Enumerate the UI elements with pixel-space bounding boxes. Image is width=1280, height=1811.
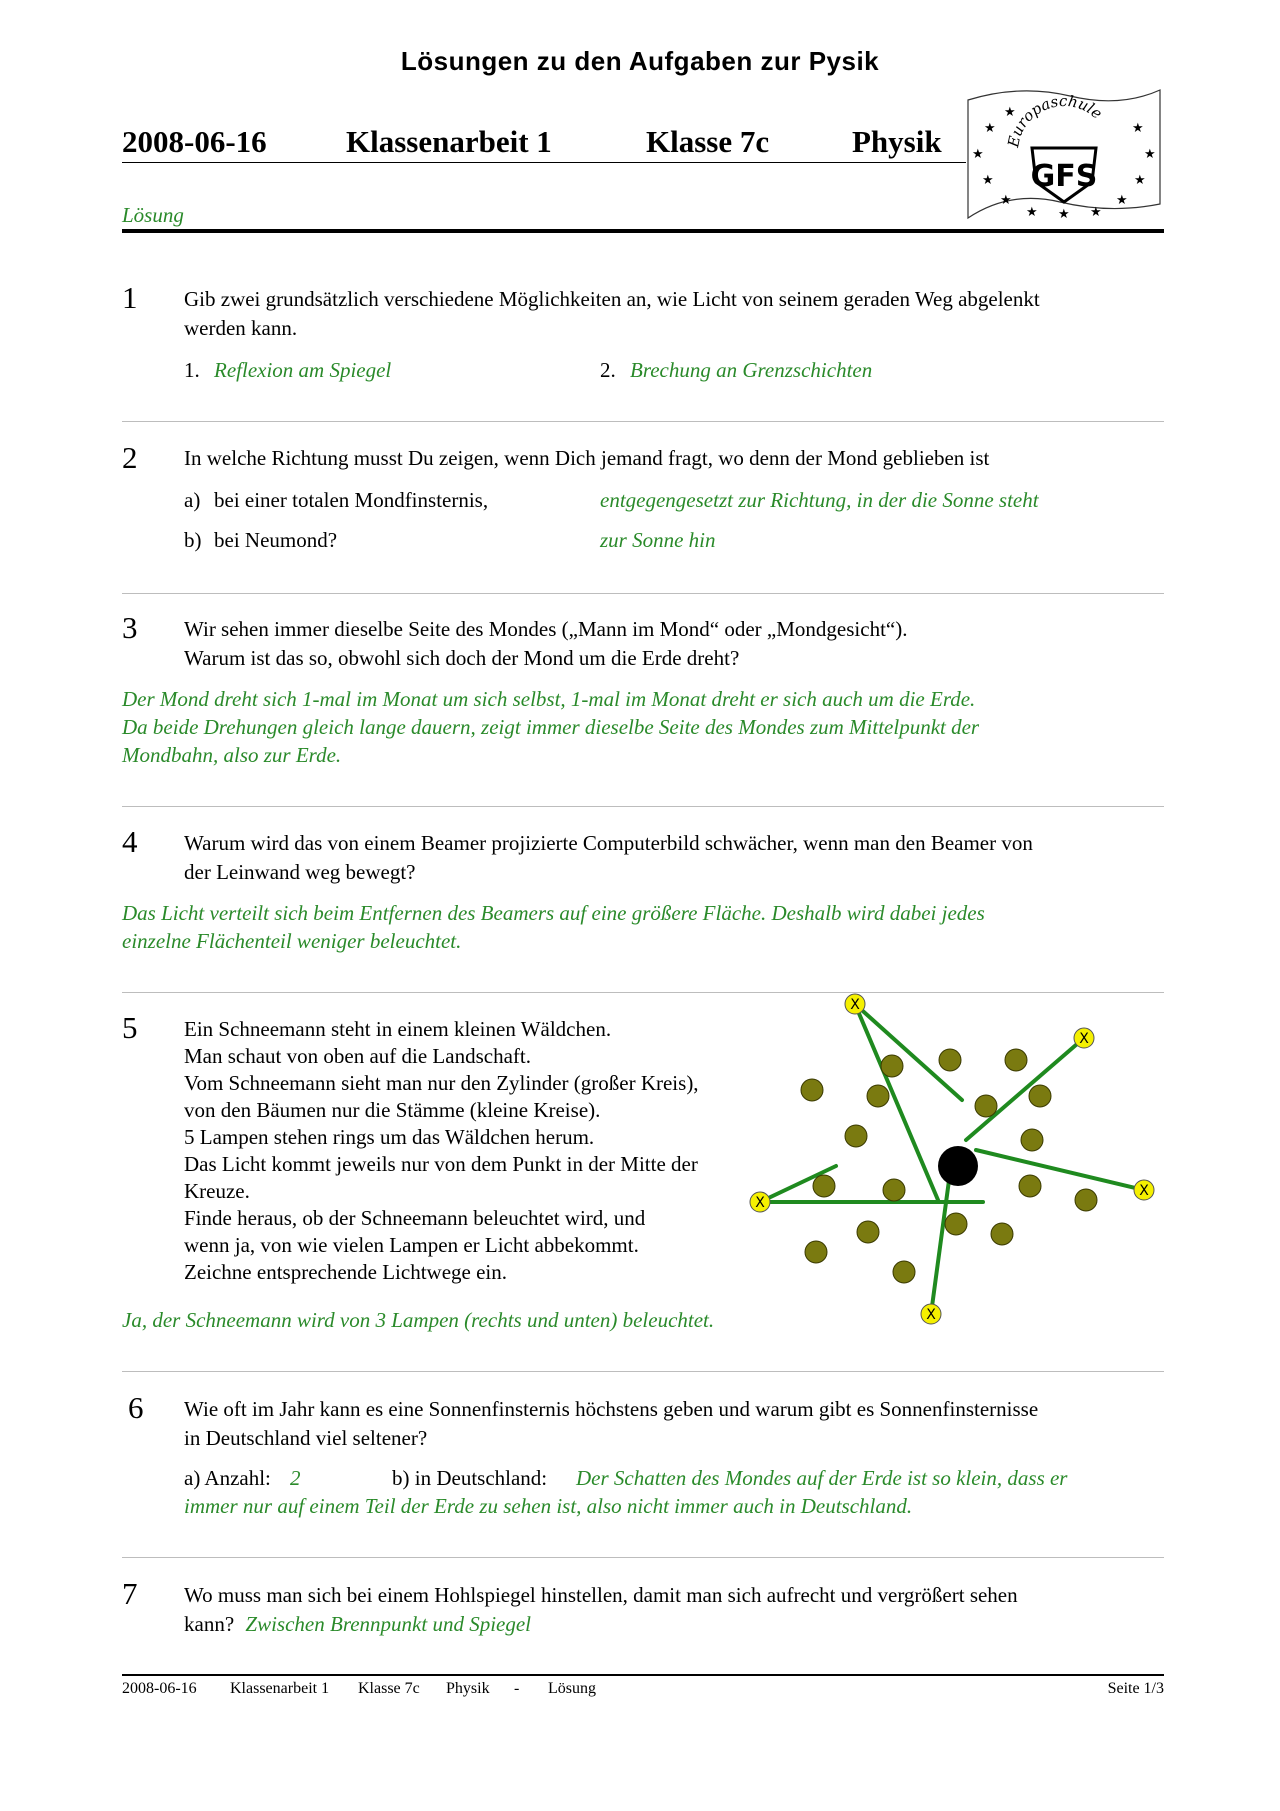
- question-5-line-9: wenn ja, von wie vielen Lampen er Licht abbekommt.: [184, 1233, 639, 1257]
- footer-subject: Physik: [446, 1680, 490, 1697]
- question-5-line-4: von den Bäumen nur die Stämme (kleine Kreise).: [184, 1098, 601, 1122]
- question-6-number: 6: [128, 1390, 144, 1425]
- document-title: Lösungen zu den Aufgaben zur Pysik: [400, 46, 880, 76]
- footer-class: Klasse 7c: [358, 1680, 420, 1697]
- question-6-text-line1: Wie oft im Jahr kann es eine Sonnenfinsternis höchstens geben und warum gibt es Sonnenfinsternisse: [184, 1397, 1039, 1421]
- question-6-text-line2: in Deutschland viel seltener?: [184, 1426, 428, 1450]
- header-class: Klasse 7c: [646, 124, 770, 159]
- question-2-text: In welche Richtung musst Du zeigen, wenn Dich jemand fragt, wo denn der Mond geblieben ist: [184, 446, 990, 470]
- question-3-answer-line3: Mondbahn, also zur Erde.: [122, 743, 342, 767]
- tree-trunk: [883, 1179, 905, 1201]
- question-5-line-7: Kreuze.: [184, 1179, 250, 1203]
- tree-trunk: [1005, 1049, 1027, 1071]
- svg-text:★: ★: [1132, 121, 1144, 136]
- tree-trunk: [813, 1175, 835, 1197]
- question-3-text-line2: Warum ist das so, obwohl sich doch der Mond um die Erde dreht?: [184, 646, 740, 670]
- header-underline: [122, 162, 966, 163]
- footer-exam: Klassenarbeit 1: [230, 1680, 330, 1697]
- question-7-text-kann: kann?: [184, 1612, 235, 1636]
- question-4-number: 4: [122, 824, 138, 859]
- question-1-text-line1: Gib zwei grundsätzlich verschiedene Möglichkeiten an, wie Licht von seinem geraden Weg abgelenkt: [184, 287, 1040, 311]
- footer-page-number: Seite 1/3: [1107, 1680, 1164, 1697]
- header-divider: [122, 229, 1164, 233]
- svg-text:★: ★: [972, 147, 984, 162]
- lamp: [1074, 1028, 1094, 1048]
- question-7-number: 7: [122, 1576, 138, 1611]
- tree-trunk: [867, 1085, 889, 1107]
- lamp-mark: X: [926, 1307, 936, 1323]
- question-5-line-3: Vom Schneemann sieht man nur den Zylinder (großer Kreis),: [184, 1071, 699, 1095]
- tree-trunk: [881, 1055, 903, 1077]
- lamp-mark: X: [1139, 1183, 1149, 1199]
- question-4-text-line2: der Leinwand weg bewegt?: [184, 860, 416, 884]
- question-5-answer: Ja, der Schneemann wird von 3 Lampen (rechts und unten) beleuchtet.: [122, 1308, 715, 1332]
- tree-trunk: [857, 1221, 879, 1243]
- question-5-line-8: Finde heraus, ob der Schneemann beleuchtet wird, und: [184, 1206, 646, 1230]
- header-subject: Physik: [852, 124, 942, 159]
- svg-text:★: ★: [1026, 205, 1038, 220]
- tree-trunk: [975, 1095, 997, 1117]
- tree-trunk: [1019, 1175, 1041, 1197]
- logo-initials: GFS: [1030, 159, 1098, 194]
- light-ray: [855, 1004, 938, 1200]
- question-5-line-6: Das Licht kommt jeweils nur von dem Punkt in der Mitte der: [184, 1152, 698, 1176]
- lamp-mark: X: [755, 1195, 765, 1211]
- lamp: [845, 994, 865, 1014]
- lamp: [1134, 1180, 1154, 1200]
- svg-text:★: ★: [982, 173, 994, 188]
- header-date: 2008-06-16: [122, 124, 267, 159]
- tree-trunk: [945, 1213, 967, 1235]
- question-2-number: 2: [122, 440, 138, 475]
- tree-trunk: [991, 1223, 1013, 1245]
- question-4-answer-line1: Das Licht verteilt sich beim Entfernen des Beamers auf eine größere Fläche. Deshalb wird dabei jedes: [122, 901, 985, 925]
- question-5-line-1: Ein Schneemann steht in einem kleinen Wäldchen.: [184, 1017, 612, 1041]
- question-1-option-2-label: 2.: [600, 358, 616, 382]
- snowman-forest-diagram: [740, 990, 1180, 1330]
- question-3-number: 3: [122, 610, 138, 645]
- divider: [122, 593, 1164, 594]
- svg-text:★: ★: [1144, 147, 1156, 162]
- footer-dash: -: [514, 1680, 520, 1697]
- divider: [122, 421, 1164, 422]
- question-6a-answer: 2: [290, 1466, 301, 1490]
- svg-text:★: ★: [1004, 105, 1016, 120]
- question-3-answer-line2: Da beide Drehungen gleich lange dauern, zeigt immer dieselbe Seite des Mondes zum Mittelpunkt der: [122, 715, 980, 739]
- tree-trunk: [1029, 1085, 1051, 1107]
- light-ray: [976, 1150, 1144, 1190]
- question-7-text-line1: Wo muss man sich bei einem Hohlspiegel hinstellen, damit man sich aufrecht und vergrößert sehen: [184, 1583, 1018, 1607]
- question-4-text-line1: Warum wird das von einem Beamer projizierte Computerbild schwächer, wenn man den Beamer von: [184, 831, 1033, 855]
- snowman-hat: [938, 1146, 978, 1186]
- divider: [122, 806, 1164, 807]
- question-7-answer: Zwischen Brennpunkt und Spiegel: [245, 1612, 531, 1636]
- question-1-answer-2: Brechung an Grenzschichten: [630, 358, 873, 382]
- svg-text:★: ★: [1116, 193, 1128, 208]
- svg-text:★: ★: [1090, 205, 1102, 220]
- question-1-text-line2: werden kann.: [184, 316, 298, 340]
- lamp: [921, 1304, 941, 1324]
- footer-rule: [122, 1674, 1164, 1676]
- question-2a-text: bei einer totalen Mondfinsternis,: [214, 488, 489, 512]
- question-5-number: 5: [122, 1010, 138, 1045]
- question-6b-answer-line2: immer nur auf einem Teil der Erde zu sehen ist, also nicht immer auch in Deutschland.: [184, 1494, 913, 1518]
- divider: [122, 1557, 1164, 1558]
- question-3-answer-line1: Der Mond dreht sich 1-mal im Monat um sich selbst, 1-mal im Monat dreht er sich auch um die Erde.: [122, 687, 976, 711]
- svg-text:★: ★: [984, 121, 996, 136]
- svg-text:★: ★: [1058, 207, 1070, 220]
- question-1-option-1-label: 1.: [184, 358, 200, 382]
- question-6b-answer-line1: Der Schatten des Mondes auf der Erde ist so klein, dass er: [576, 1466, 1068, 1490]
- svg-text:★: ★: [1000, 193, 1012, 208]
- logo-school-name: Europaschule: [1004, 91, 1106, 149]
- question-5-line-2: Man schaut von oben auf die Landschaft.: [184, 1044, 531, 1068]
- question-7-text-line2: [184, 1610, 531, 1638]
- lamp-mark: X: [850, 997, 860, 1013]
- footer-solution: Lösung: [548, 1680, 596, 1697]
- tree-trunk: [845, 1125, 867, 1147]
- tree-trunk: [805, 1241, 827, 1263]
- lamp: [750, 1192, 770, 1212]
- question-2a-label: a): [184, 488, 201, 512]
- svg-text:★: ★: [1134, 173, 1146, 188]
- question-5-line-5: 5 Lampen stehen rings um das Wäldchen herum.: [184, 1125, 595, 1149]
- tree-trunk: [801, 1079, 823, 1101]
- question-1-number: 1: [122, 280, 138, 315]
- question-2b-answer: zur Sonne hin: [600, 528, 716, 552]
- question-2b-text: bei Neumond?: [214, 528, 338, 552]
- header-exam: Klassenarbeit 1: [346, 124, 552, 159]
- question-6a-label: a) Anzahl:: [184, 1466, 271, 1490]
- question-4-answer-line2: einzelne Flächenteil weniger beleuchtet.: [122, 929, 462, 953]
- tree-trunk: [1021, 1129, 1043, 1151]
- lamp-mark: X: [1079, 1031, 1089, 1047]
- footer-date: 2008-06-16: [122, 1680, 197, 1697]
- tree-trunk: [893, 1261, 915, 1283]
- question-2b-label: b): [184, 528, 202, 552]
- tree-trunk: [1075, 1189, 1097, 1211]
- question-2a-answer: entgegengesetzt zur Richtung, in der die Sonne steht: [600, 488, 1039, 512]
- question-1-answer-1: Reflexion am Spiegel: [214, 358, 392, 382]
- solution-label: Lösung: [122, 203, 184, 227]
- question-6b-label: b) in Deutschland:: [392, 1466, 548, 1490]
- tree-trunk: [939, 1049, 961, 1071]
- school-logo: [960, 86, 1164, 220]
- divider: [122, 1371, 1164, 1372]
- question-3-text-line1: Wir sehen immer dieselbe Seite des Mondes („Mann im Mond“ oder „Mondgesicht“).: [184, 617, 908, 641]
- question-5-line-10: Zeichne entsprechende Lichtwege ein.: [184, 1260, 508, 1284]
